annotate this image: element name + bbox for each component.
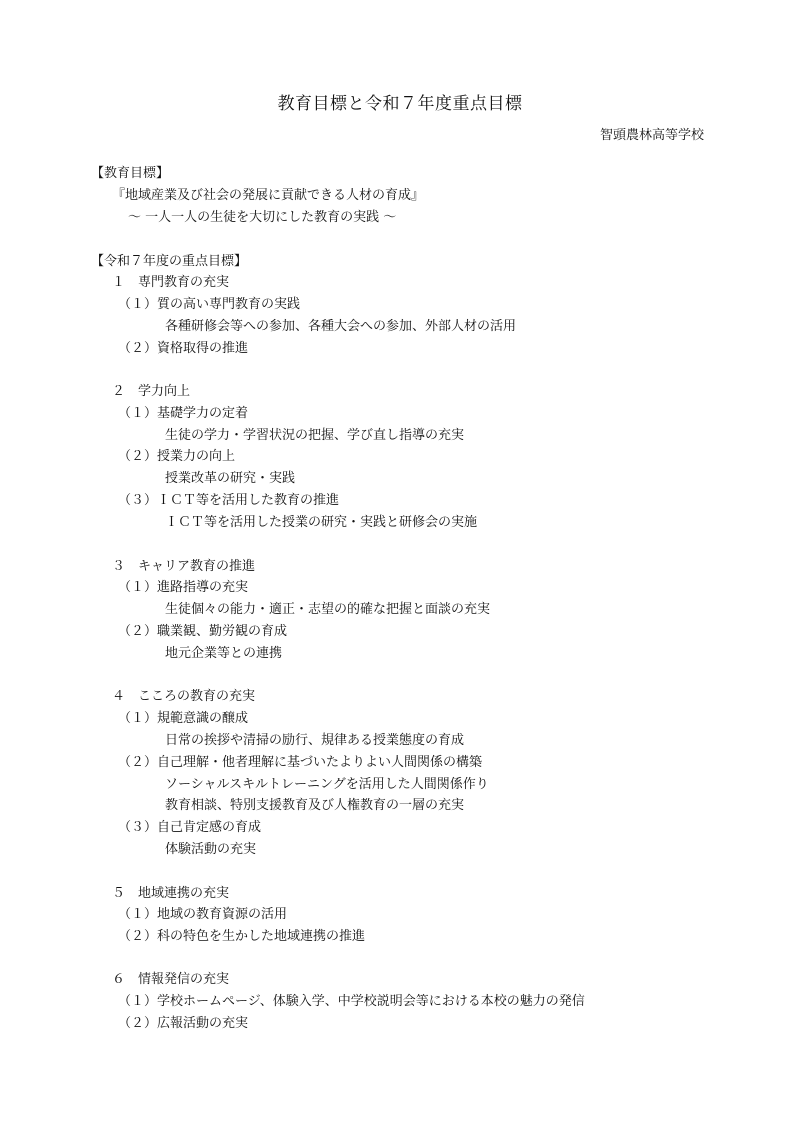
priority-item-4: ４ こころの教育の充実 — [112, 689, 256, 704]
priority-item-1: １ 専門教育の充実 — [112, 275, 230, 290]
priority-sub-2-1: （１）基礎学力の定着 — [118, 406, 249, 421]
school-name: 智頭農林高等学校 — [599, 128, 704, 143]
priority-sub-6-1: （１）学校ホームページ、体験入学、中学校説明会等における本校の魅力の発信 — [118, 994, 585, 1009]
priority-sub-1-2: （２）資格取得の推進 — [118, 341, 249, 356]
priority-sub-5-1: （１）地域の教育資源の活用 — [118, 907, 288, 922]
priority-detail-2-3: ＩＣＴ等を活用した授業の研究・実践と研修会の実施 — [165, 515, 478, 530]
document-title: 教育目標と令和７年度重点目標 — [277, 94, 523, 114]
priority-detail-3-2: 地元企業等との連携 — [165, 646, 283, 661]
priority-sub-3-1: （１）進路指導の充実 — [118, 580, 249, 595]
education-goal-heading: 【教育目標】 — [91, 166, 170, 181]
priority-heading: 【令和７年度の重点目標】 — [91, 254, 248, 269]
priority-detail-4-1: 日常の挨拶や清掃の励行、規律ある授業態度の育成 — [165, 733, 465, 748]
priority-sub-1-1: （１）質の高い専門教育の実践 — [118, 297, 301, 312]
priority-sub-4-2: （２）自己理解・他者理解に基づいたよりよい人間関係の構築 — [118, 755, 483, 770]
priority-detail-1-1: 各種研修会等への参加、各種大会への参加、外部人材の活用 — [165, 319, 517, 334]
priority-sub-4-3: （３）自己肯定感の育成 — [118, 820, 262, 835]
priority-sub-4-1: （１）規範意識の醸成 — [118, 711, 249, 726]
priority-sub-5-2: （２）科の特色を生かした地域連携の推進 — [118, 929, 366, 944]
priority-detail-2-2: 授業改革の研究・実践 — [165, 471, 296, 486]
priority-sub-3-2: （２）職業観、勤労観の育成 — [118, 624, 288, 639]
priority-detail-4-3: 体験活動の充実 — [165, 842, 257, 857]
education-goal-motto: 『地域産業及び社会の発展に貢献できる人材の育成』 — [112, 188, 425, 203]
priority-item-3: ３ キャリア教育の推進 — [112, 559, 256, 574]
priority-item-5: ５ 地域連携の充実 — [112, 886, 230, 901]
priority-sub-2-2: （２）授業力の向上 — [118, 449, 236, 464]
priority-detail-4-2a: ソーシャルスキルトレーニングを活用した人間関係作り — [165, 777, 489, 792]
priority-item-6: ６ 情報発信の充実 — [112, 972, 230, 987]
priority-sub-6-2: （２）広報活動の充実 — [118, 1016, 249, 1031]
priority-detail-2-1: 生徒の学力・学習状況の把握、学び直し指導の充実 — [165, 428, 465, 443]
priority-sub-2-3: （３）ＩＣＴ等を活用した教育の推進 — [118, 493, 340, 508]
priority-detail-4-2b: 教育相談、特別支援教育及び人権教育の一層の充実 — [165, 798, 465, 813]
priority-item-2: ２ 学力向上 — [112, 384, 191, 399]
priority-detail-3-1: 生徒個々の能力・適正・志望の的確な把握と面談の充実 — [165, 602, 491, 617]
education-goal-sub-motto: ～ 一人一人の生徒を大切にした教育の実践 ～ — [128, 210, 397, 225]
